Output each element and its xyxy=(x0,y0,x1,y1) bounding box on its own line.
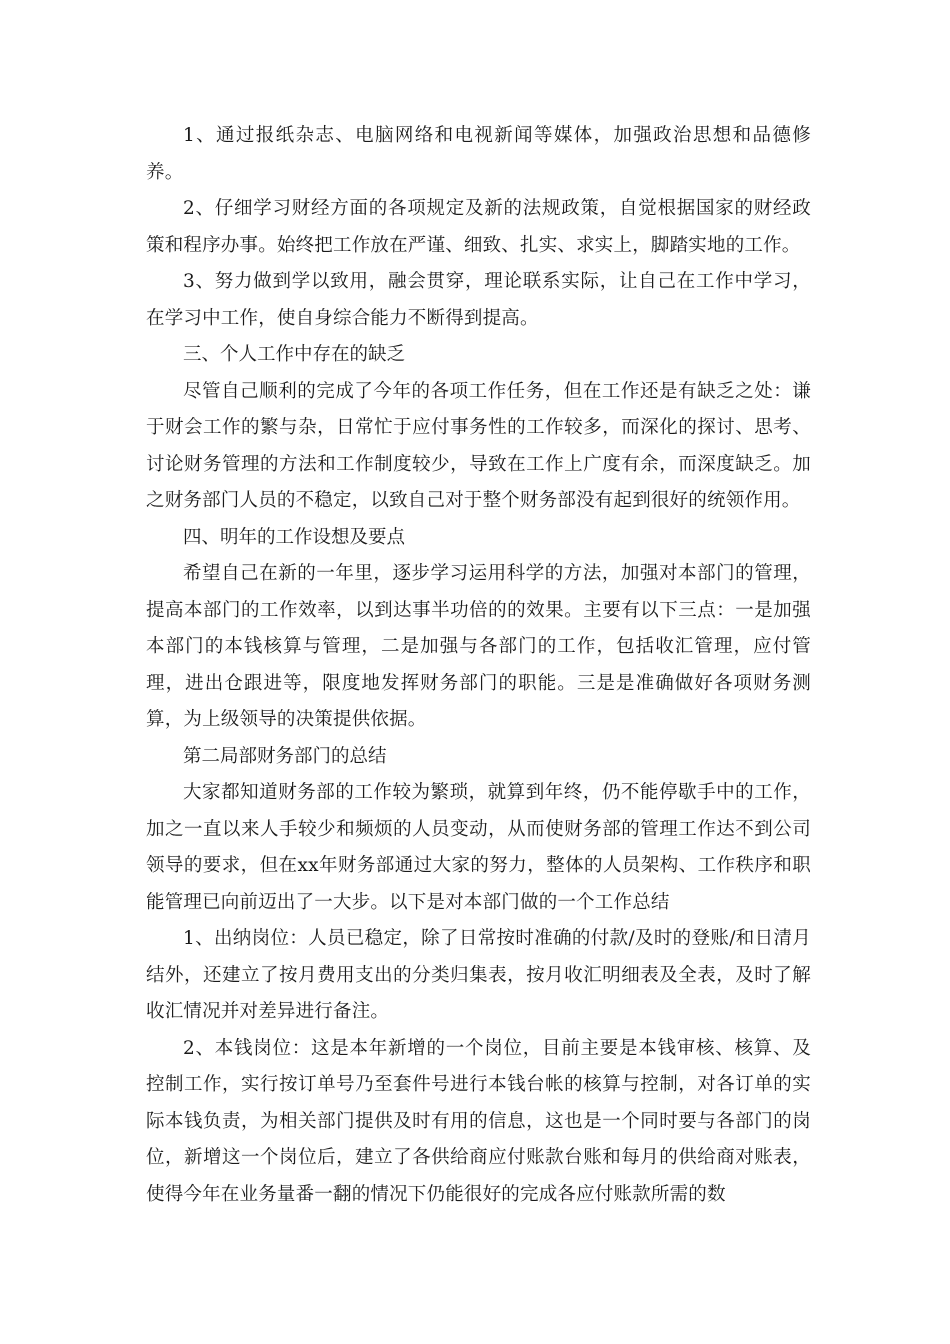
paragraph-cost-position: 2、本钱岗位：这是本年新增的一个岗位，目前主要是本钱审核、核算、及控制工作，实行按订单号乃至套件号进行本钱台帐的核算与控制，对各订单的实际本钱负责，为相关部门提供及时有用的信息，这也是一个同时要与各部门的岗位，新增这一个岗位后，建立了各供给商应付账款台账和每月的供给商对账表，使得今年在业务量番一翻的情况下仍能很好的完成各应付账款所需的数 xyxy=(146,1037,811,1205)
paragraph-shortcomings: 尽管自己顺利的完成了今年的各项工作任务，但在工作还是有缺乏之处：谦于财会工作的繁与杂，日常忙于应付事务性的工作较多，而深化的探讨、思考、讨论财务管理的方法和工作制度较少，导致在工作上广度有余，而深度缺乏。加之财务部门人员的不稳定，以致自己对于整个财务部没有起到很好的统领作用。 xyxy=(146,380,811,511)
paragraph-cashier-position: 1、出纳岗位：人员已稳定，除了日常按时准确的付款/及时的登账/和日清月结外，还建立了按月费用支出的分类归集表，按月收汇明细表及全表，及时了解收汇情况并对差异进行备注。 xyxy=(146,928,811,1022)
section-heading-part-two: 第二局部财务部门的总结 xyxy=(183,745,387,767)
paragraph-next-year: 希望自己在新的一年里，逐步学习运用科学的方法，加强对本部门的管理，提高本部门的工作效率，以到达事半功倍的的效果。主要有以下三点：一是加强本部门的本钱核算与管理，二是加强与各部门的工作，包括收汇管理，应付管理，进出仓跟进等，限度地发挥财务部门的职能。三是是准确做好各项财务测算，为上级领导的决策提供依据。 xyxy=(146,563,811,730)
document-body xyxy=(146,118,811,1213)
paragraph-part-two-intro: 大家都知道财务部的工作较为繁琐，就算到年终，仍不能停歇手中的工作，加之一直以来人手较少和频烦的人员变动，从而使财务部的管理工作达不到公司领导的要求，但在xx年财务部通过大家的努力，整体的人员架构、工作秩序和职能管理已向前迈出了一大步。以下是对本部门做的一个工作总结 xyxy=(146,782,811,913)
section-heading-shortcomings: 三、个人工作中存在的缺乏 xyxy=(183,344,406,365)
section-heading-next-year: 四、明年的工作设想及要点 xyxy=(183,526,406,548)
paragraph-item-2: 2、仔细学习财经方面的各项规定及新的法规政策，自觉根据国家的财经政策和程序办事。始终把工作放在严谨、细致、扎实、求实上，脚踏实地的工作。 xyxy=(146,198,811,256)
paragraph-item-3: 3、努力做到学以致用，融会贯穿，理论联系实际，让自己在工作中学习，在学习中工作，使自身综合能力不断得到提高。 xyxy=(146,271,811,329)
paragraph-item-1: 1、通过报纸杂志、电脑网络和电视新闻等媒体，加强政治思想和品德修养。 xyxy=(146,125,811,183)
